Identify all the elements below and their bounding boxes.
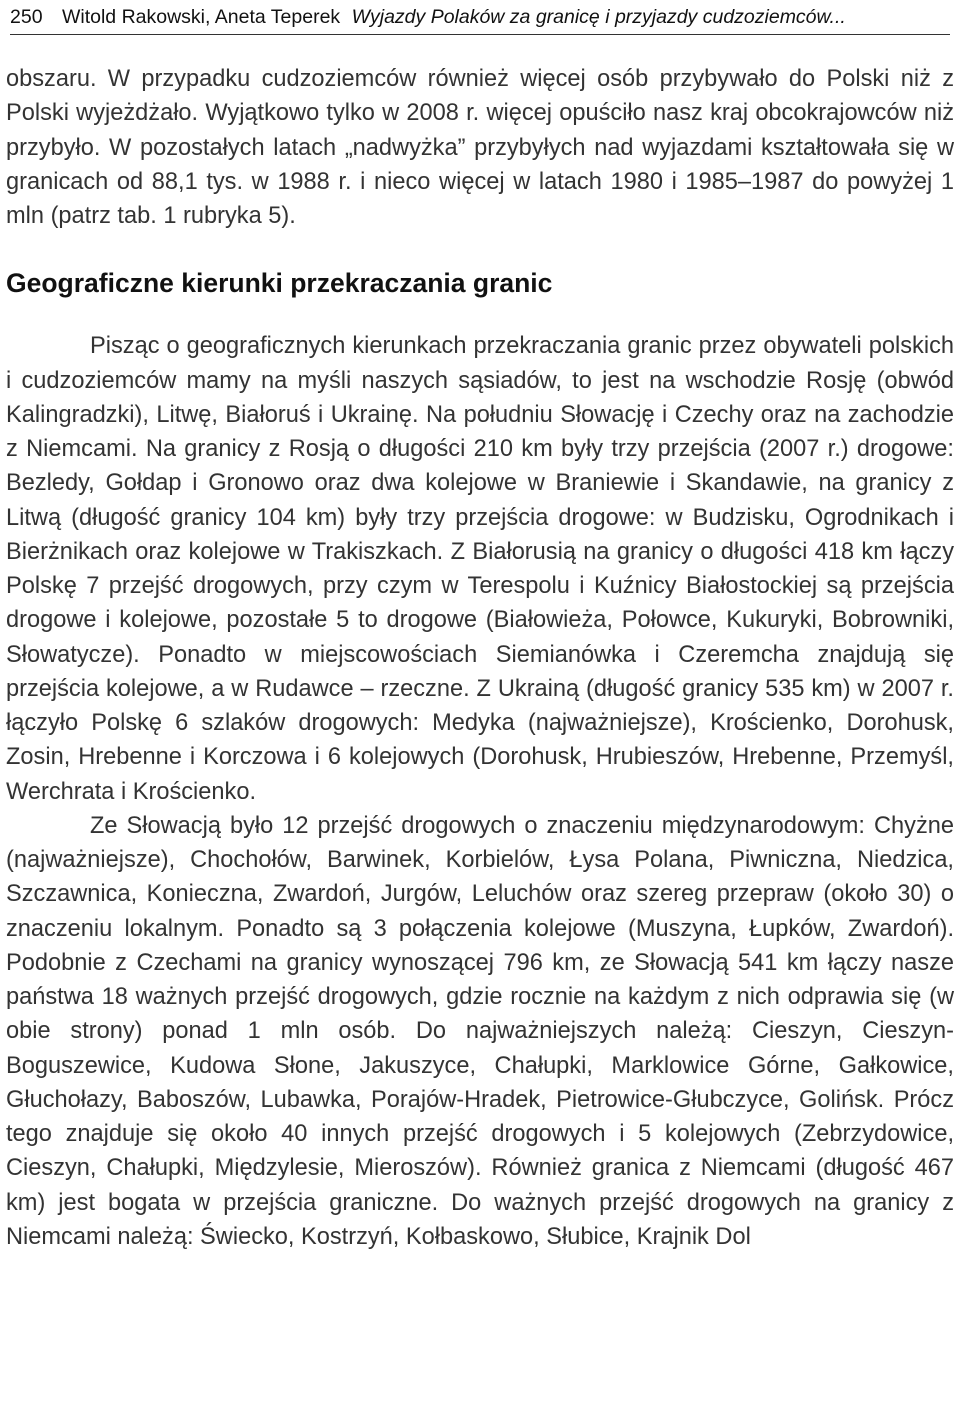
page-number: 250: [10, 6, 43, 28]
section-heading: Geograficzne kierunki przekraczania granic: [6, 268, 553, 299]
header-title: Wyjazdy Polaków za granicę i przyjazdy cudzoziemców...: [351, 6, 846, 28]
page-content: [6, 62, 954, 1254]
header-authors: Witold Rakowski, Aneta Teperek: [61, 6, 341, 28]
intro-paragraph: obszaru. W przypadku cudzoziemców również więcej osób przybywało do Polski niż z Polski wyjeżdżało. Wyjątkowo tylko w 2008 r. więcej opuściło nasz kraj obcokrajowców niż przybyło. W pozostałych latach „nadwyżka” przybyłych nad wyjazdami kształtowała się w granicach od 88,1 tys. w 1988 r. i nieco więcej w latach 1980 i 1985–1987 do powyżej 1 mln (patrz tab. 1 rubryka 5).: [6, 66, 954, 229]
running-header: [10, 0, 950, 35]
body-paragraph-2: Ze Słowacją było 12 przejść drogowych o znaczeniu międzynarodowym: Chyżne (najważniejsze), Chochołów, Barwinek, Korbielów, Łysa Polana, Piwniczna, Niedzica, Szczawnica, Konieczna, Zwardoń, Jurgów, Leluchów oraz szereg przepraw (około 30) o znaczeniu lokalnym. Ponadto są 3 połączenia kolejowe (Muszyna, Łupków, Zwardoń). Podobnie z Czechami na granicy wynoszącej 796 km, ze Słowacją 541 km łączy nasze państwa 18 ważnych przejść drogowych, gdzie rocznie na każdym z nich odprawia się (w obie strony) ponad 1 mln osób. Do najważniejszych należą: Cieszyn, Cieszyn-Boguszewice, Kudowa Słone, Jakuszyce, Chałupki, Marklowice Górne, Gałkowice, Głuchołazy, Baboszów, Lubawka, Porajów-Hradek, Pietrowice-Głubczyce, Golińsk. Prócz tego znajduje się około 40 innych przejść drogowych i 5 kolejowych (Zebrzydowice, Cieszyn, Chałupki, Międzylesie, Mieroszów). Również granica z Niemcami (długość 467 km) jest bogata w przejścia graniczne. Do ważnych przejść drogowych na granicy z Niemcami należą: Świecko, Kostrzyń, Kołbaskowo, Słubice, Krajnik Dol: [6, 812, 954, 1250]
body-paragraph-1: Pisząc o geograficznych kierunkach przekraczania granic przez obywateli polskich i cudzoziemców mamy na myśli naszych sąsiadów, to jest na wschodzie Rosję (obwód Kalingradzki), Litwę, Białoruś i Ukrainę. Na południu Słowację i Czechy oraz na zachodzie z Niemcami. Na granicy z Rosją o długości 210 km były trzy przejścia (2007 r.) drogowe: Bezledy, Gołdap i Gronowo oraz dwa kolejowe w Braniewie i Skandawie, na granicy z Litwą (długość granicy 104 km) były trzy przejścia drogowe: w Budzisku, Ogrodnikach i Bierżnikach oraz kolejowe w Trakiszkach. Z Białorusią na granicy o długości 418 km łączy Polskę 7 przejść drogowych, przy czym w Terespolu i Kuźnicy Białostockiej są przejścia drogowe i kolejowe, pozostałe 5 to drogowe (Białowieża, Połowce, Kukuryki, Bobrowniki, Słowatycze). Ponadto w miejscowościach Siemianówka i Czeremcha znajdują się przejścia kolejowe, a w Rudawce – rzeczne. Z Ukrainą (długość granicy 535 km) w 2007 r. łączyło Polskę 6 szlaków drogowych: Medyka (najważniejsze), Krościenko, Dorohusk, Zosin, Hrebenne i Korczowa i 6 kolejowych (Dorohusk, Hrubieszów, Hrebenne, Przemyśl, Werchrata i Krościenko.: [6, 333, 954, 805]
